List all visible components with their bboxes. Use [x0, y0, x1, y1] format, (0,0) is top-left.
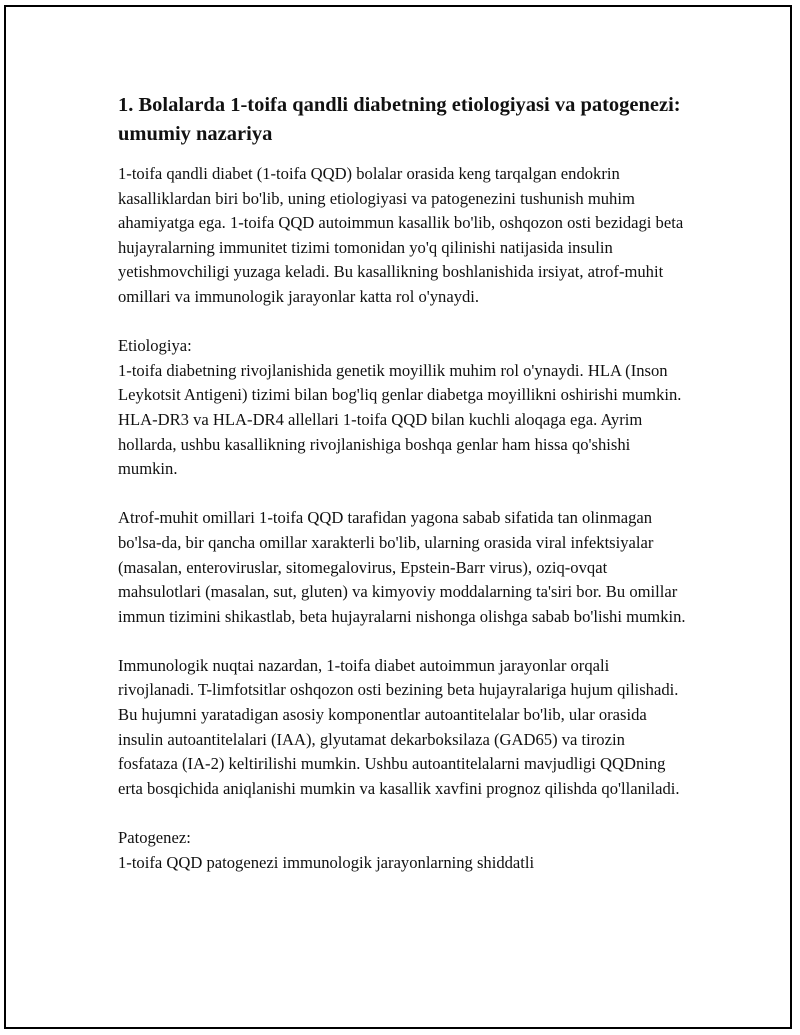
paragraph-pathogenesis: Patogenez: 1-toifa QQD patogenezi immunologik jarayonlarning shiddatli: [118, 828, 535, 872]
section-heading: 1. Bolalarda 1-toifa qandli diabetning etiologiyasi va patogenezi: umumiy nazariya: [118, 94, 681, 145]
document-body: [118, 91, 688, 875]
paragraph-gap: [118, 482, 688, 507]
paragraph-gap: [118, 629, 688, 654]
paragraph-gap: [118, 801, 688, 826]
paragraph-gap: [118, 310, 688, 335]
paragraph-intro: 1-toifa qandli diabet (1-toifa QQD) bolalar orasida keng tarqalgan endokrin kasalliklardan biri bo'lib, uning etiologiyasi va patogenezini tushunish muhim ahamiyatga ega. 1-toifa QQD autoimmun kasallik bo'lib, oshqozon osti bezidagi beta hujayralarning immunitet tizimi tomonidan yo'q qilinishi natijasida insulin yetishmovchiligi yuzaga keladi. Bu kasallikning boshlanishida irsiyat, atrof-muhit omillari va immunologik jarayonlar katta rol o'ynaydi.: [118, 164, 684, 306]
paragraph-etiology: Etiologiya: 1-toifa diabetning rivojlanishida genetik moyillik muhim rol o'ynaydi. HLA (Inson Leykotsit Antigeni) tizimi bilan bog'liq genlar diabetga moyillikni oshirishi mumkin. HLA-DR3 va HLA-DR4 allellari 1-toifa QQD bilan kuchli aloqaga ega. Ayrim hollarda, ushbu kasallikning rivojlanishiga boshqa genlar ham hissa qo'shishi mumkin.: [118, 336, 682, 479]
paragraph-environment: Atrof-muhit omillari 1-toifa QQD tarafidan yagona sabab sifatida tan olinmagan bo'lsa-da, bir qancha omillar xarakterli bo'lib, ularning orasida viral infektsiyalar (masalan, enteroviruslar, sitomegalovirus, Epstein-Barr virus), oziq-ovqat mahsulotlari (masalan, sut, gluten) va kimyoviy moddalarning ta'siri bor. Bu omillar immun tizimini shikastlab, beta hujayralarni nishonga olishga sabab bo'lishi mumkin.: [118, 508, 686, 626]
paragraph-immunology: Immunologik nuqtai nazardan, 1-toifa diabet autoimmun jarayonlar orqali rivojlanadi. T-limfotsitlar oshqozon osti bezining beta hujayralariga hujum qilishadi. Bu hujumni yaratadigan asosiy komponentlar autoantitelalar bo'lib, ular orasida insulin autoantitelalari (IAA), glyutamat dekarboksilaza (GAD65) va tirozin fosfataza (IA-2) keltirilishi mumkin. Ushbu autoantitelalarni mavjudligi QQDning erta bosqichida aniqlanishi mumkin va kasallik xavfini prognoz qilishda qo'llaniladi.: [118, 655, 680, 798]
